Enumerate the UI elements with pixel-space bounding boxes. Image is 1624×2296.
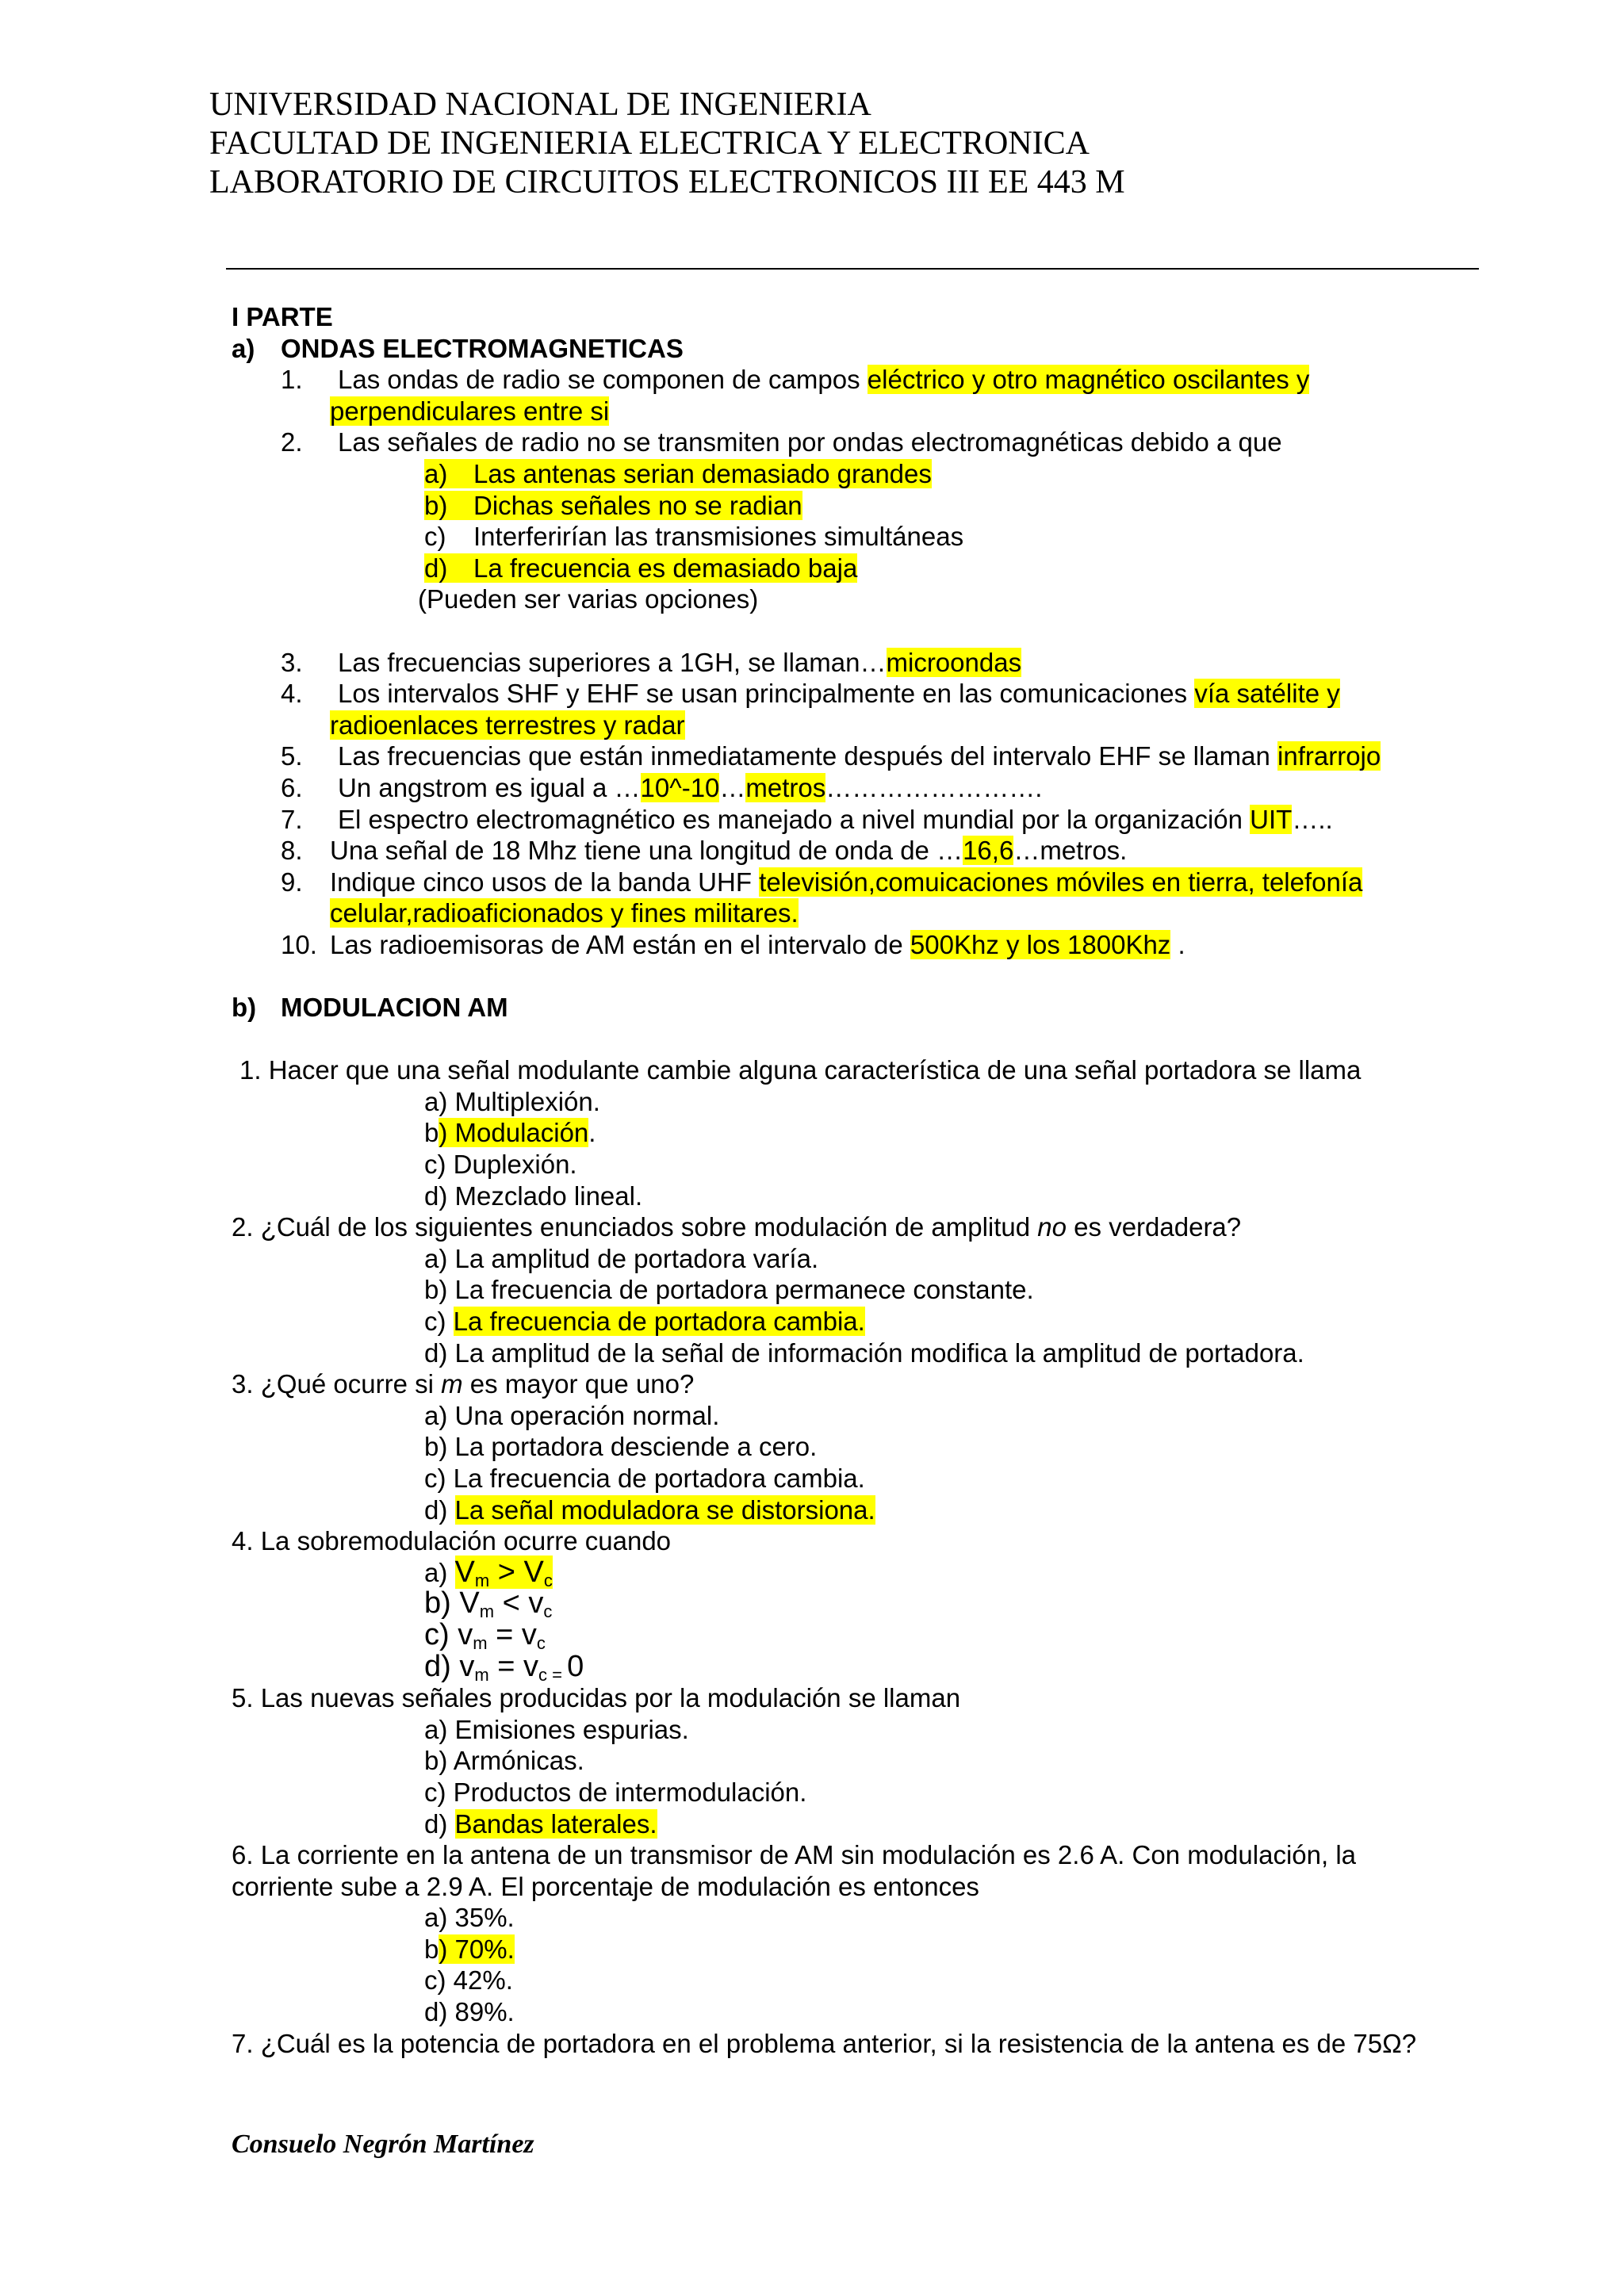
question-b7: 7. ¿Cuál es la potencia de portadora en el problema anterior, si la resistencia de la antena es de 75Ω? xyxy=(232,2028,1417,2058)
question-b6: 6. La corriente en la antena de un transmisor de AM sin modulación es 2.6 A. Con modulación, la xyxy=(232,1840,1357,1870)
answer-highlight: radioenlaces terrestres y radar xyxy=(330,710,685,740)
section-a-heading: a) ONDAS ELECTROMAGNETICAS xyxy=(232,333,684,363)
question-b3: 3. ¿Qué ocurre si m es mayor que uno? xyxy=(232,1369,695,1399)
answer-highlight: UIT xyxy=(1250,804,1293,834)
option-b3-b: b) La portadora desciende a cero. xyxy=(424,1432,818,1462)
option-b4-c: c) $v_m = v_c$ xyxy=(424,1617,546,1653)
question-a1-cont xyxy=(232,396,1532,427)
option-b5-a: a) Emisiones espurias. xyxy=(424,1714,689,1744)
question-a4-cont xyxy=(232,710,1532,741)
document-body xyxy=(232,301,1532,2059)
option-b3-c: c) La frecuencia de portadora cambia. xyxy=(424,1463,865,1493)
answer-highlight: 16,6 xyxy=(963,836,1014,866)
option-b1-b: b) Modulación. xyxy=(424,1118,596,1148)
question-a3: 3. Las frecuencias superiores a 1GH, se llaman…microondas xyxy=(281,647,1022,677)
option-b4-a: a) $V_m > V_c$ xyxy=(424,1555,553,1590)
answer-highlight: metros xyxy=(745,772,826,802)
question-a2: 2. Las señales de radio no se transmiten por ondas electromagnéticas debido a que xyxy=(281,427,1282,457)
faculty-name: FACULTAD DE INGENIERIA ELECTRICA Y ELECTRONICA xyxy=(209,125,1090,162)
question-b4: 4. La sobremodulación ocurre cuando xyxy=(232,1526,672,1556)
option-b5-d: d) Bandas laterales. xyxy=(424,1808,657,1839)
section-b-heading: b) MODULACION AM xyxy=(232,993,508,1023)
question-b1: 1. Hacer que una señal modulante cambie alguna característica de una señal portadora se llama xyxy=(239,1055,1362,1085)
answer-highlight: televisión,comuicaciones móviles en tierra, telefonía xyxy=(759,867,1363,897)
laboratory-name: LABORATORIO DE CIRCUITOS ELECTRONICOS III EE 443 M xyxy=(209,164,1125,201)
question-a8: 8. Una señal de 18 Mhz tiene una longitud de onda de …16,6…metros. xyxy=(281,836,1128,866)
answer-highlight: La señal moduladora se distorsiona. xyxy=(454,1494,875,1525)
question-b6-cont: corriente sube a 2.9 A. El porcentaje de modulación es entonces xyxy=(232,1871,979,1901)
answer-highlight: vía satélite y xyxy=(1194,679,1340,709)
answer-highlight: 500Khz y los 1800Khz xyxy=(910,929,1171,959)
answer-highlight: microondas xyxy=(886,647,1022,677)
question-a7: 7. El espectro electromagnético es manejado a nivel mundial por la organización UIT….. xyxy=(281,804,1333,834)
question-a9: 9. Indique cinco usos de la banda UHF televisión,comuicaciones móviles en tierra, telefonía xyxy=(281,867,1363,897)
answer-highlight: eléctrico y otro magnético oscilantes y xyxy=(867,365,1310,395)
answer-highlight: La frecuencia de portadora cambia. xyxy=(453,1307,865,1336)
option-a2-a xyxy=(232,458,1532,490)
option-b3-d: d) La señal moduladora se distorsiona. xyxy=(424,1494,875,1525)
option-b6-d: d) 89%. xyxy=(424,1997,515,2027)
option-a2-d xyxy=(232,553,1532,584)
question-a9-cont xyxy=(232,897,1532,929)
answer-highlight: ) Modulación xyxy=(439,1118,589,1148)
question-a10: 10. Las radioemisoras de AM están en el intervalo de 500Khz y los 1800Khz . xyxy=(281,929,1185,959)
option-b5-b: b) Armónicas. xyxy=(424,1746,584,1776)
header-divider xyxy=(226,268,1479,270)
answer-highlight: $V_m > V_c$ xyxy=(454,1555,553,1590)
question-a2-note: (Pueden ser varias opciones) xyxy=(418,584,759,614)
answer-highlight: 10^-10 xyxy=(640,772,720,802)
option-b3-a: a) Una operación normal. xyxy=(424,1400,720,1430)
university-name: UNIVERSIDAD NACIONAL DE INGENIERIA xyxy=(209,86,871,123)
answer-highlight: a) Las antenas serian demasiado grandes xyxy=(424,458,932,488)
option-b2-c: c) La frecuencia de portadora cambia. xyxy=(424,1307,865,1336)
option-b6-a: a) 35%. xyxy=(424,1903,515,1933)
answer-highlight: ) 70%. xyxy=(439,1934,515,1964)
question-a4: 4. Los intervalos SHF y EHF se usan principalmente en las comunicaciones vía satélite y xyxy=(281,679,1340,709)
author-signature: Consuelo Negrón Martínez xyxy=(232,2130,534,2159)
answer-highlight: Bandas laterales. xyxy=(454,1808,657,1839)
question-a5: 5. Las frecuencias que están inmediatamente después del intervalo EHF se llaman infrarrojo xyxy=(281,741,1381,771)
option-b1-a: a) Multiplexión. xyxy=(424,1086,600,1116)
answer-highlight: b) Dichas señales no se radian xyxy=(424,490,802,520)
question-b5: 5. Las nuevas señales producidas por la modulación se llaman xyxy=(232,1683,961,1713)
question-b2: 2. ¿Cuál de los siguientes enunciados sobre modulación de amplitud no es verdadera? xyxy=(232,1212,1242,1242)
option-b2-d: d) La amplitud de la señal de información modifica la amplitud de portadora. xyxy=(424,1337,1304,1368)
question-a6: 6. Un angstrom es igual a …10^-10…metros……………………. xyxy=(281,772,1043,802)
answer-highlight: celular,radioaficionados y fines militares. xyxy=(330,898,799,928)
question-a1: 1. Las ondas de radio se componen de campos eléctrico y otro magnético oscilantes y xyxy=(281,365,1310,395)
answer-highlight: d) La frecuencia es demasiado baja xyxy=(424,553,858,583)
part-title: I PARTE xyxy=(232,302,333,331)
option-b6-b: b) 70%. xyxy=(424,1934,515,1964)
option-b2-a: a) La amplitud de portadora varía. xyxy=(424,1243,819,1273)
option-b4-d: d) $v_m = v_{c =}$ 0 xyxy=(424,1649,584,1685)
document-header xyxy=(209,86,1125,202)
option-a2-c: c) Interferirían las transmisiones simultáneas xyxy=(424,522,964,552)
answer-highlight: infrarrojo xyxy=(1277,741,1381,771)
option-b1-c: c) Duplexión. xyxy=(424,1150,577,1180)
answer-highlight: perpendiculares entre si xyxy=(330,396,610,426)
option-a2-b xyxy=(232,490,1532,522)
option-b1-d: d) Mezclado lineal. xyxy=(424,1181,643,1211)
option-b4-b: b) $V_m < v_c$ xyxy=(424,1586,553,1622)
option-b6-c: c) 42%. xyxy=(424,1965,513,1996)
option-b5-c: c) Productos de intermodulación. xyxy=(424,1777,807,1807)
option-b2-b: b) La frecuencia de portadora permanece constante. xyxy=(424,1275,1034,1305)
